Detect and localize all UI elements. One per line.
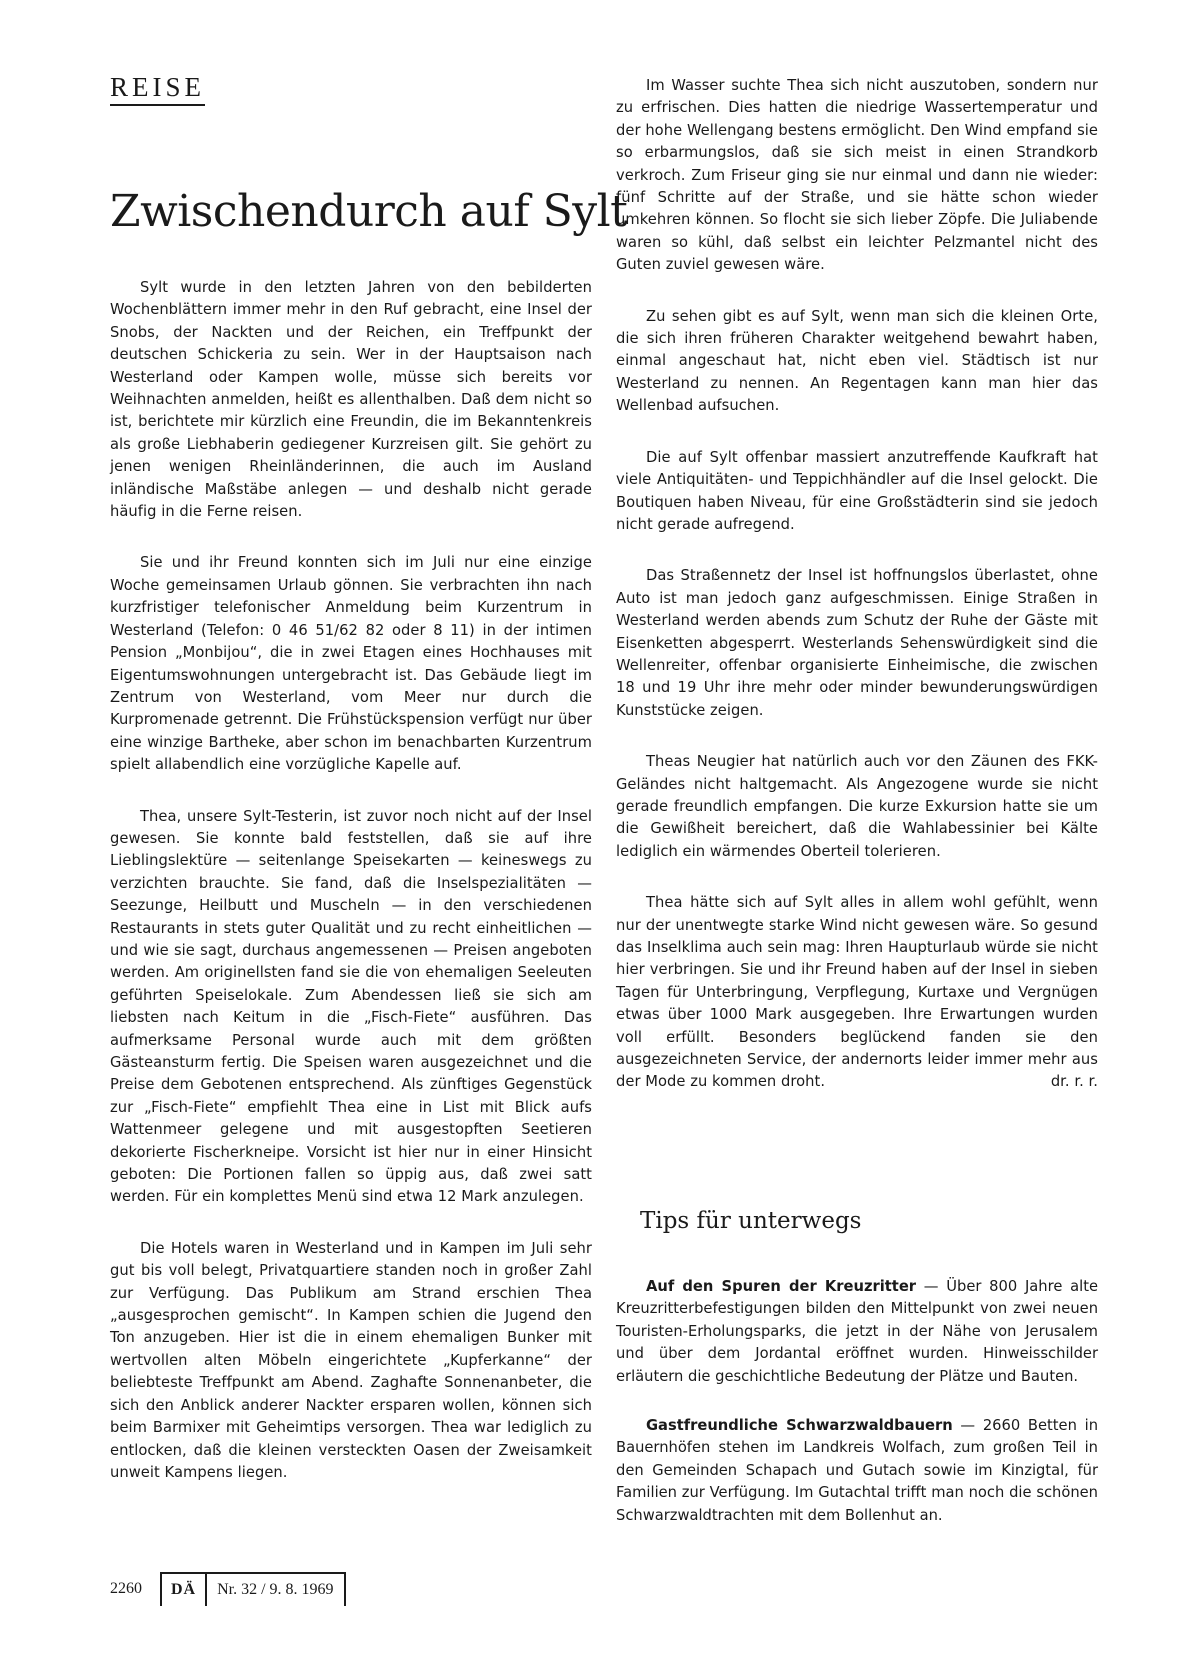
article-paragraph: Thea, unsere Sylt-Testerin, ist zuvor noch nicht auf der Insel gewesen. Sie konnte bald feststellen, daß sie auf ihre Lieblingslektüre — seitenlange Speisekarten — keineswegs zu verzichten brauchte. Sie fand, daß die Inselspezialitäten — Seezunge, Heilbutt und Muscheln — in den verschiedenen Restaurants in stets guter Qualität und zu recht einheitlichen — und wie sie sagt, durchaus angemessenen — Preisen angeboten werden. Am originellsten fand sie die von ehemaligen Seeleuten geführten Speiselokale. Zum Abendessen ließ sie sich am liebsten nach Keitum in die „Fisch-Fiete“ ausführen. Das aufmerksame Personal wurde auch mit dem größten Gästeansturm fertig. Die Speisen waren ausgezeichnet und die Preise dem Gebotenen entsprechend. Als zünftiges Gegenstück zur „Fisch-Fiete“ empfiehlt Thea eine in List mit Blick aufs Wattenmeer gelegene und mit ausgestopften Seetieren dekorierte Fischerkneipe. Vorsicht ist hier nur in einer Hinsicht geboten: Die Portionen fallen so üppig aus, daß zwei satt werden. Für ein komplettes Menü sind etwa 12 Mark anzulegen. [110,807,592,1206]
issue-info: Nr. 32 / 9. 8. 1969 [217,1581,334,1598]
article-paragraph: Theas Neugier hat natürlich auch vor den Zäunen des FKK-Geländes nicht haltgemacht. Als Angezogene wurde sie nicht gerade freundlich empfangen. Die kurze Exkursion hatte sie um die Gewißheit bereichert, daß die Wahlabessinier bei Kälte lediglich ein wärmendes Oberteil tolerieren. [616,753,1098,860]
section-label: REISE [110,70,205,106]
tips-section [616,1276,1098,1554]
article-paragraph-text: Thea hätte sich auf Sylt alles in allem wohl gefühlt, wenn nur der unentwegte starke Wind nicht gewesen wäre. So gesund das Inselklima auch sein mag: Ihren Haupturlaub würde sie nicht hier verbringen. Sie und ihr Freund haben auf der Insel in sieben Tagen für Unterbringung, Verpflegung, Kurtaxe und Vergnügen etwas über 1000 Mark ausgegeben. Ihre Erwartungen wurden voll erfüllt. Besonders beglückend fanden sie den ausgezeichneten Service, der andernorts leider immer mehr aus der Mode zu kommen droht. [616,894,1098,1091]
article-paragraph: Sylt wurde in den letzten Jahren von den bebilderten Wochenblättern immer mehr in den Ruf gebracht, eine Insel der Snobs, der Nackten und der Reichen, ein Treffpunkt der deutschen Schickeria zu sein. Wer in der Hauptsaison nach Westerland oder Kampen wolle, müsse sich bereits vor Weihnachten anmelden, heißt es allenthalben. Daß dem nicht so ist, berichtete mir kürzlich eine Freundin, die im Bekanntenkreis als große Liebhaberin gediegener Kurzreisen gilt. Sie gehört zu jenen wenigen Rheinländerinnen, die auch im Ausland inländische Maßstäbe anlegen — und deshalb nicht gerade häufig in die Ferne reisen. [110,279,592,521]
tips-heading: Tips für unterwegs [640,1208,862,1234]
article-paragraph: Die auf Sylt offenbar massiert anzutreffende Kaufkraft hat viele Antiquitäten- und Teppichhändler auf die Insel gelockt. Die Boutiquen haben Niveau, für eine Großstädterin sind sie jedoch nicht gerade aufregend. [616,448,1098,533]
tip-lead: Gastfreundliche Schwarzwaldbauern [646,1417,953,1435]
tip-text: — Über 800 Jahre alte Kreuzritterbefestigungen bilden den Mittelpunkt von zwei neuen Touristen-Erholungsparks, die jetzt in der Nähe von Jerusalem und über dem Jordantal eröffnet wurden. Hinweisschilder erläutern die geschichtliche Bedeutung der Plätze und Bauten. [616,1278,1098,1385]
publication-box [160,1572,346,1606]
publication-logo: DÄ [162,1574,207,1606]
tip-item [616,1276,1098,1388]
article-paragraph-final [616,892,1098,1094]
article-paragraph: Die Hotels waren in Westerland und in Kampen im Juli sehr gut bis voll belegt, Privatquartiere standen noch in großer Zahl zur Verfügung. Das Publikum am Strand erschien Thea „ausgesprochen gemischt“. In Kampen schien die Jugend den Ton anzugeben. Hier ist die in einem ehemaligen Bunker mit wertvollen alten Möbeln eingerichtete „Kupferkanne“ der beliebteste Treffpunkt am Abend. Zaghafte Sonnenanbeter, die sich den Anblick anderer Nackter ersparen wollen, können sich beim Barmixer mit Geheimtips versorgen. Thea war lediglich zu entlocken, daß die kleinen versteckten Oasen der Zweisamkeit unweit Kampens liegen. [110,1239,592,1481]
article-column-right [616,75,1098,1094]
article-paragraph: Das Straßennetz der Insel ist hoffnungslos überlastet, ohne Auto ist man jedoch ganz aufgeschmissen. Einige Straßen in Westerland werden abends zum Schutz der Ruhe der Gäste mit Eisenketten abgesperrt. Westerlands Sehenswürdigkeit sind die Wellenreiter, offenbar organisierte Einheimische, die zwischen 18 und 19 Uhr ihre mehr oder minder bewunderungswürdigen Kunststücke zeigen. [616,567,1098,719]
article-title: Zwischendurch auf Sylt [110,186,628,237]
tip-item [616,1415,1098,1527]
author-signature: dr. r. r. [1050,1073,1098,1091]
tip-text: — 2660 Betten in Bauernhöfen stehen im Landkreis Wolfach, zum großen Teil in den Gemeinden Schapach und Gutach sowie im Kinzigtal, für Familien zur Verfügung. Im Gutachtal trifft man noch die schönen Schwarzwaldtrachten mit dem Bollenhut an. [616,1417,1099,1524]
tip-lead: Auf den Spuren der Kreuzritter [646,1278,917,1295]
article-paragraph: Im Wasser suchte Thea sich nicht auszutoben, sondern nur zu erfrischen. Dies hatten die niedrige Wassertemperatur und der hohe Wellengang bestens ermöglicht. Den Wind empfand sie so erbarmungslos, daß sie sich meist in einen Strandkorb verkroch. Zum Friseur ging sie nur einmal und dann nie wieder: fünf Schritte auf der Straße, und sie hätte schon wieder umkehren können. So flocht sie sich lieber Zöpfe. Die Juliabende waren so kühl, daß selbst ein leichter Pelzmantel nicht des Guten zuviel gewesen wäre. [616,77,1098,274]
article-column-left [110,277,592,1513]
page-footer [110,1572,346,1606]
article-paragraph: Sie und ihr Freund konnten sich im Juli nur eine einzige Woche gemeinsamen Urlaub gönnen. Sie verbrachten ihn nach kurzfristiger telefonischer Anmeldung beim Kurzentrum in Westerland (Telefon: 0 46 51/62 82 oder 8 11) in der intimen Pension „Monbijou“, die in zwei Etagen eines Hochhauses mit Eigentumswohnungen untergebracht ist. Das Gebäude liegt im Zentrum von Westerland, vom Meer nur durch die Kurpromenade getrennt. Die Frühstückspension verfügt nur über eine winzige Bartheke, aber schon im benachbarten Kurzentrum spielt allabendlich eine vorzügliche Kapelle auf. [110,554,592,774]
article-paragraph: Zu sehen gibt es auf Sylt, wenn man sich die kleinen Orte, die sich ihren früheren Charakter weitgehend bewahrt haben, einmal angeschaut hat, nicht eben viel. Städtisch ist nur Westerland zu nennen. An Regentagen kann man hier das Wellenbad aufsuchen. [616,307,1098,415]
page-number: 2260 [110,1580,142,1597]
